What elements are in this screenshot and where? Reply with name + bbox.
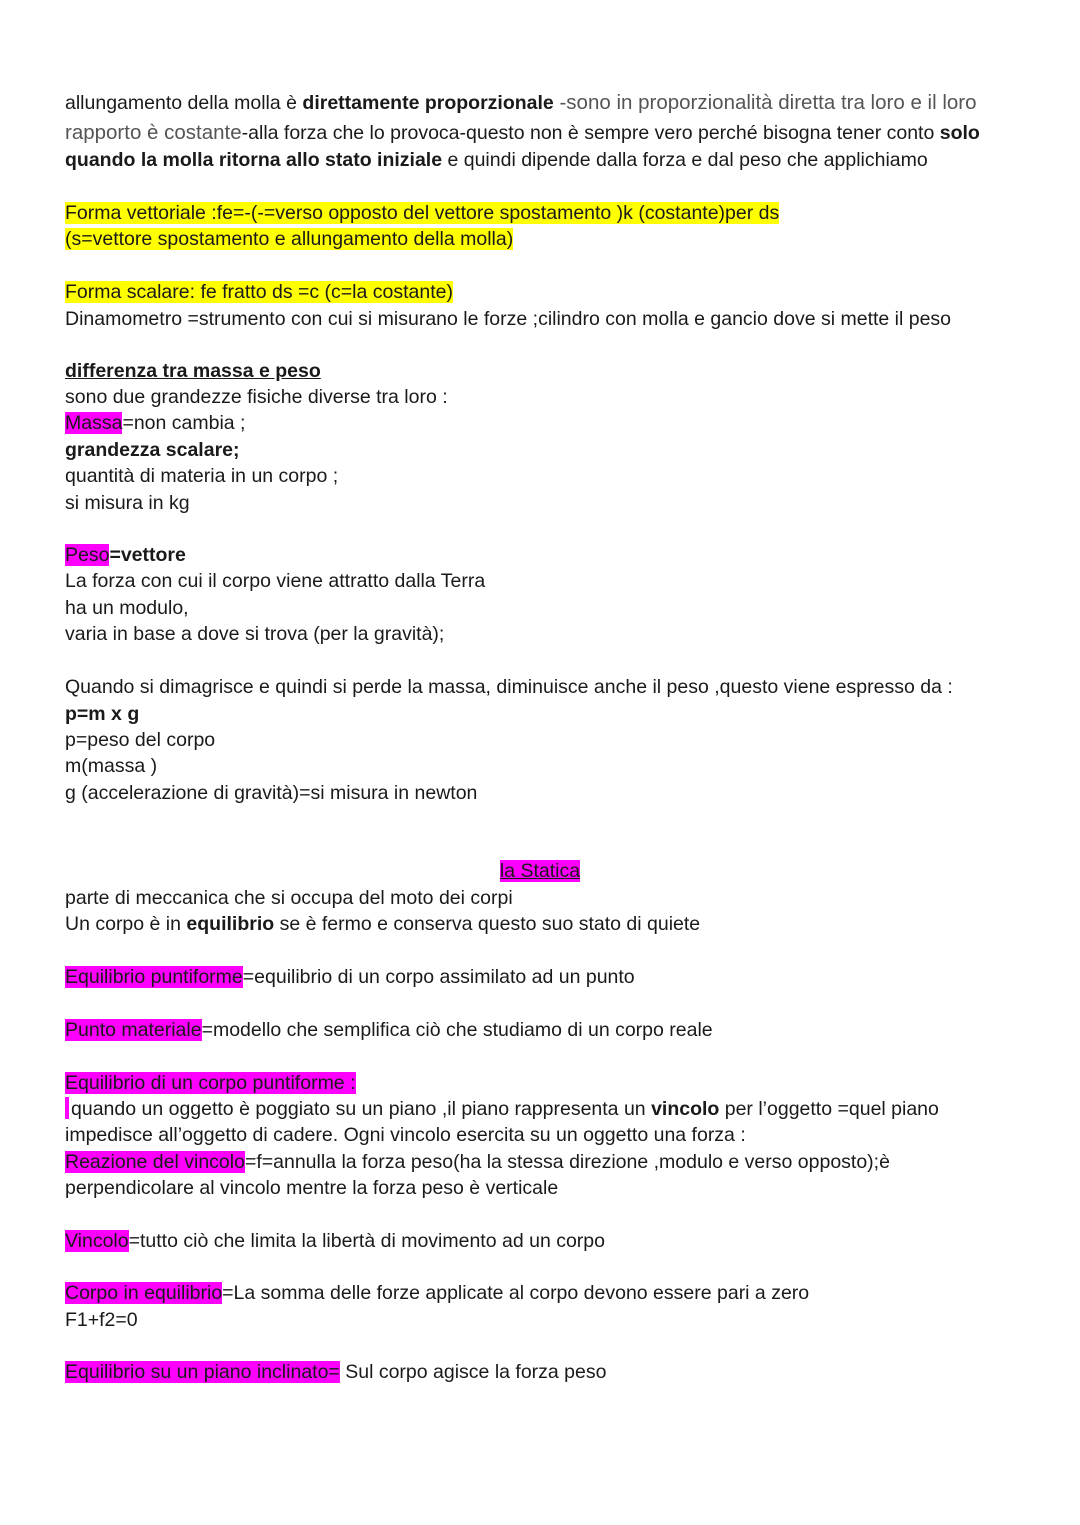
- text-line: [65, 490, 190, 516]
- text: e quindi dipende dalla forza e dal peso che applichiamo: [442, 149, 928, 171]
- highlighted-text: Forma vettoriale :fe=-(-=verso opposto del vettore spostamento )k (costante)per ds: [65, 202, 780, 224]
- text-line: [65, 727, 215, 753]
- text-line: [65, 1122, 746, 1148]
- highlighted-text: Forma scalare: fe fratto ds =c (c=la costante): [65, 281, 453, 303]
- text-line: [65, 1175, 558, 1201]
- text: Quando si dimagrisce e quindi si perde la massa, diminuisce anche il peso ,questo viene espresso da :: [65, 676, 953, 698]
- text: -alla forza che lo provoca-questo non è sempre vero perché bisogna tener conto: [241, 122, 940, 144]
- bold-text: grandezza scalare;: [65, 439, 240, 461]
- term-highlight: Equilibrio di un corpo puntiforme :: [65, 1072, 356, 1094]
- bold-text: direttamente proporzionale: [302, 92, 554, 114]
- term-highlight: Corpo in equilibrio: [65, 1282, 223, 1304]
- highlight-caret: [65, 1097, 69, 1119]
- intro-line-1: [65, 90, 977, 116]
- text: p=peso del corpo: [65, 729, 216, 751]
- text: =La somma delle forze applicate al corpo devono essere pari a zero: [222, 1282, 810, 1304]
- text-line: [65, 885, 513, 911]
- text-line: [65, 674, 953, 700]
- highlighted-text: (s=vettore spostamento e allungamento della molla): [65, 228, 514, 250]
- text-line: [65, 621, 444, 647]
- text: =modello che semplifica ciò che studiamo di un corpo reale: [201, 1019, 713, 1041]
- text: si misura in kg: [65, 492, 190, 514]
- text: varia in base a dove si trova (per la gravità);: [65, 623, 445, 645]
- piano-inclinato-line: [65, 1359, 606, 1385]
- text-line: [65, 911, 700, 937]
- vincolo-line: [65, 1228, 605, 1254]
- text: parte di meccanica che si occupa del moto dei corpi: [65, 887, 513, 909]
- bold-text: vincolo: [651, 1098, 720, 1120]
- intro-line-3: [65, 147, 928, 173]
- text: =equilibrio di un corpo assimilato ad un punto: [242, 966, 635, 988]
- text: quantità di materia in un corpo ;: [65, 465, 339, 487]
- punto-materiale-line: [65, 1017, 713, 1043]
- text: La forza con cui il corpo viene attratto dalla Terra: [65, 570, 486, 592]
- text: =non cambia ;: [122, 412, 246, 434]
- text: Sul corpo agisce la forza peso: [339, 1361, 607, 1383]
- text: =tutto ciò che limita la libertà di movimento ad un corpo: [128, 1230, 605, 1252]
- text-line: [65, 595, 189, 621]
- forma-vettoriale-line-2: [65, 226, 513, 252]
- text: allungamento della molla è: [65, 92, 303, 114]
- text-line: [65, 437, 240, 463]
- text: per l’oggetto =quel piano: [719, 1098, 939, 1120]
- term-highlight: Reazione del vincolo: [65, 1151, 245, 1173]
- statica-title: [65, 858, 1015, 884]
- term-highlight: Peso: [65, 544, 110, 566]
- section-heading: [65, 358, 321, 384]
- intro-line-2: [65, 120, 980, 146]
- forma-scalare-line: [65, 279, 453, 305]
- text: -sono in proporzionalità diretta tra loro e il loro: [553, 91, 977, 114]
- formula-line: [65, 701, 139, 727]
- corpo-equilibrio-line: [65, 1280, 809, 1306]
- term-highlight: Equilibrio puntiforme: [65, 966, 243, 988]
- text: Un corpo è in: [65, 913, 187, 935]
- text-line: [65, 1096, 939, 1122]
- text: quando un oggetto è poggiato su un piano ,il piano rappresenta un: [71, 1098, 652, 1120]
- dinamometro-line: [65, 306, 951, 332]
- term-highlight: Vincolo: [65, 1230, 129, 1252]
- formula-text: p=m x g: [65, 703, 140, 725]
- formula-line: [65, 1307, 138, 1333]
- title-highlight: la Statica: [499, 860, 581, 882]
- text: se è fermo e conserva questo suo stato di quiete: [274, 913, 701, 935]
- term-highlight: Equilibrio su un piano inclinato=: [65, 1361, 340, 1383]
- text: g (accelerazione di gravità)=si misura in newton: [65, 782, 478, 804]
- formula-text: F1+f2=0: [65, 1309, 138, 1331]
- equilibrio-puntiforme-line: [65, 964, 635, 990]
- text: =f=annulla la forza peso(ha la stessa direzione ,modulo e verso opposto);è: [244, 1151, 890, 1173]
- peso-line: [65, 542, 186, 568]
- text-line: [65, 463, 338, 489]
- bold-text: quando la molla ritorna allo stato iniziale: [65, 149, 443, 171]
- forma-vettoriale-line-1: [65, 200, 779, 226]
- bold-text: solo: [939, 122, 980, 144]
- text: rapporto è costante: [65, 121, 242, 144]
- text: ha un modulo,: [65, 597, 189, 619]
- heading-text: differenza tra massa e peso: [65, 360, 321, 382]
- term-highlight: Punto materiale: [65, 1019, 202, 1041]
- text-line: [65, 780, 477, 806]
- text-line: [65, 384, 448, 410]
- text: Dinamometro =strumento con cui si misurano le forze ;cilindro con molla e gancio dove si mette il peso: [65, 308, 952, 330]
- text: m(massa ): [65, 755, 158, 777]
- bold-text: equilibrio: [186, 913, 275, 935]
- text-line: [65, 753, 157, 779]
- massa-line: [65, 410, 245, 436]
- text: sono due grandezze fisiche diverse tra loro :: [65, 386, 448, 408]
- text: impedisce all’oggetto di cadere. Ogni vincolo esercita su un oggetto una forza :: [65, 1124, 746, 1146]
- reazione-line: [65, 1149, 890, 1175]
- term-highlight: Massa: [65, 412, 123, 434]
- text-line: [65, 568, 485, 594]
- bold-text: =vettore: [109, 544, 186, 566]
- text: perpendicolare al vincolo mentre la forza peso è verticale: [65, 1177, 559, 1199]
- equilibrio-corpo-title: [65, 1070, 356, 1096]
